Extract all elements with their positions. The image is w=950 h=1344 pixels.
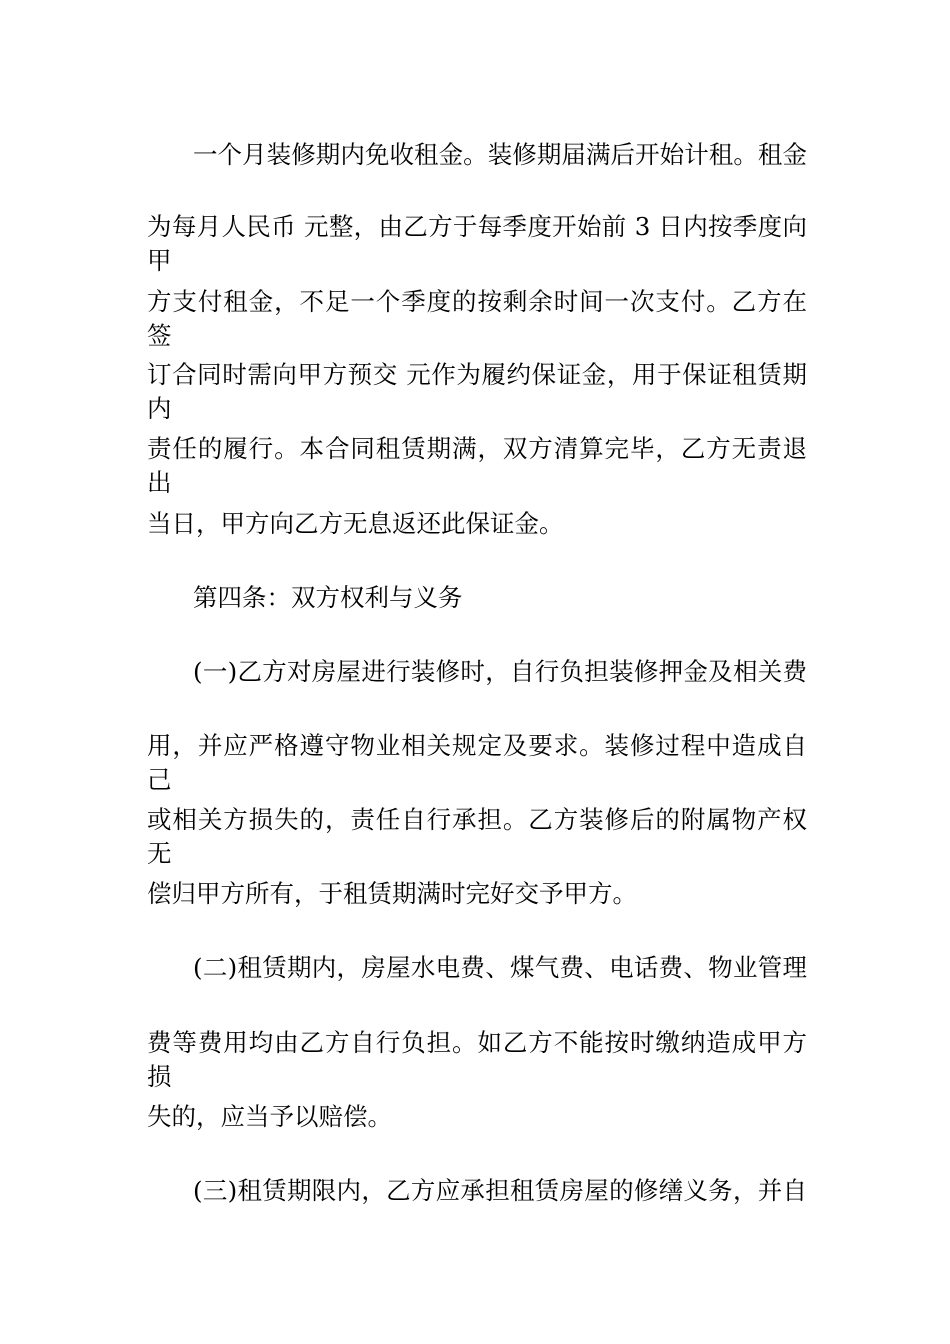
- paragraph-line: 偿归甲方所有，于租赁期满时完好交予甲方。: [147, 879, 637, 908]
- paragraph-line: 用，并应严格遵守物业相关规定及要求。装修过程中造成自己: [147, 731, 807, 794]
- paragraph-line: 一个月装修期内免收租金。装修期届满后开始计租。租金: [193, 140, 807, 169]
- paragraph-line: (三)租赁期限内，乙方应承担租赁房屋的修缮义务，并自: [193, 1176, 807, 1205]
- paragraph-line: 责任的履行。本合同租赁期满，双方清算完毕，乙方无责退出: [147, 434, 807, 497]
- paragraph-line: 费等费用均由乙方自行负担。如乙方不能按时缴纳造成甲方损: [147, 1028, 807, 1091]
- paragraph-line: (一)乙方对房屋进行装修时，自行负担装修押金及相关费: [193, 657, 807, 686]
- paragraph-line: (二)租赁期内，房屋水电费、煤气费、电话费、物业管理: [193, 953, 807, 982]
- paragraph-line: 方支付租金，不足一个季度的按剩余时间一次支付。乙方在签: [147, 287, 807, 350]
- paragraph-line: 为每月人民币 元整，由乙方于每季度开始前 3 日内按季度向甲: [147, 212, 807, 275]
- paragraph-line: 失的，应当予以赔偿。: [147, 1102, 392, 1131]
- section-heading: 第四条：双方权利与义务: [193, 583, 463, 612]
- paragraph-line: 当日，甲方向乙方无息返还此保证金。: [147, 509, 564, 538]
- paragraph-line: 订合同时需向甲方预交 元作为履约保证金，用于保证租赁期内: [147, 360, 807, 423]
- paragraph-line: 或相关方损失的，责任自行承担。乙方装修后的附属物产权无: [147, 805, 807, 868]
